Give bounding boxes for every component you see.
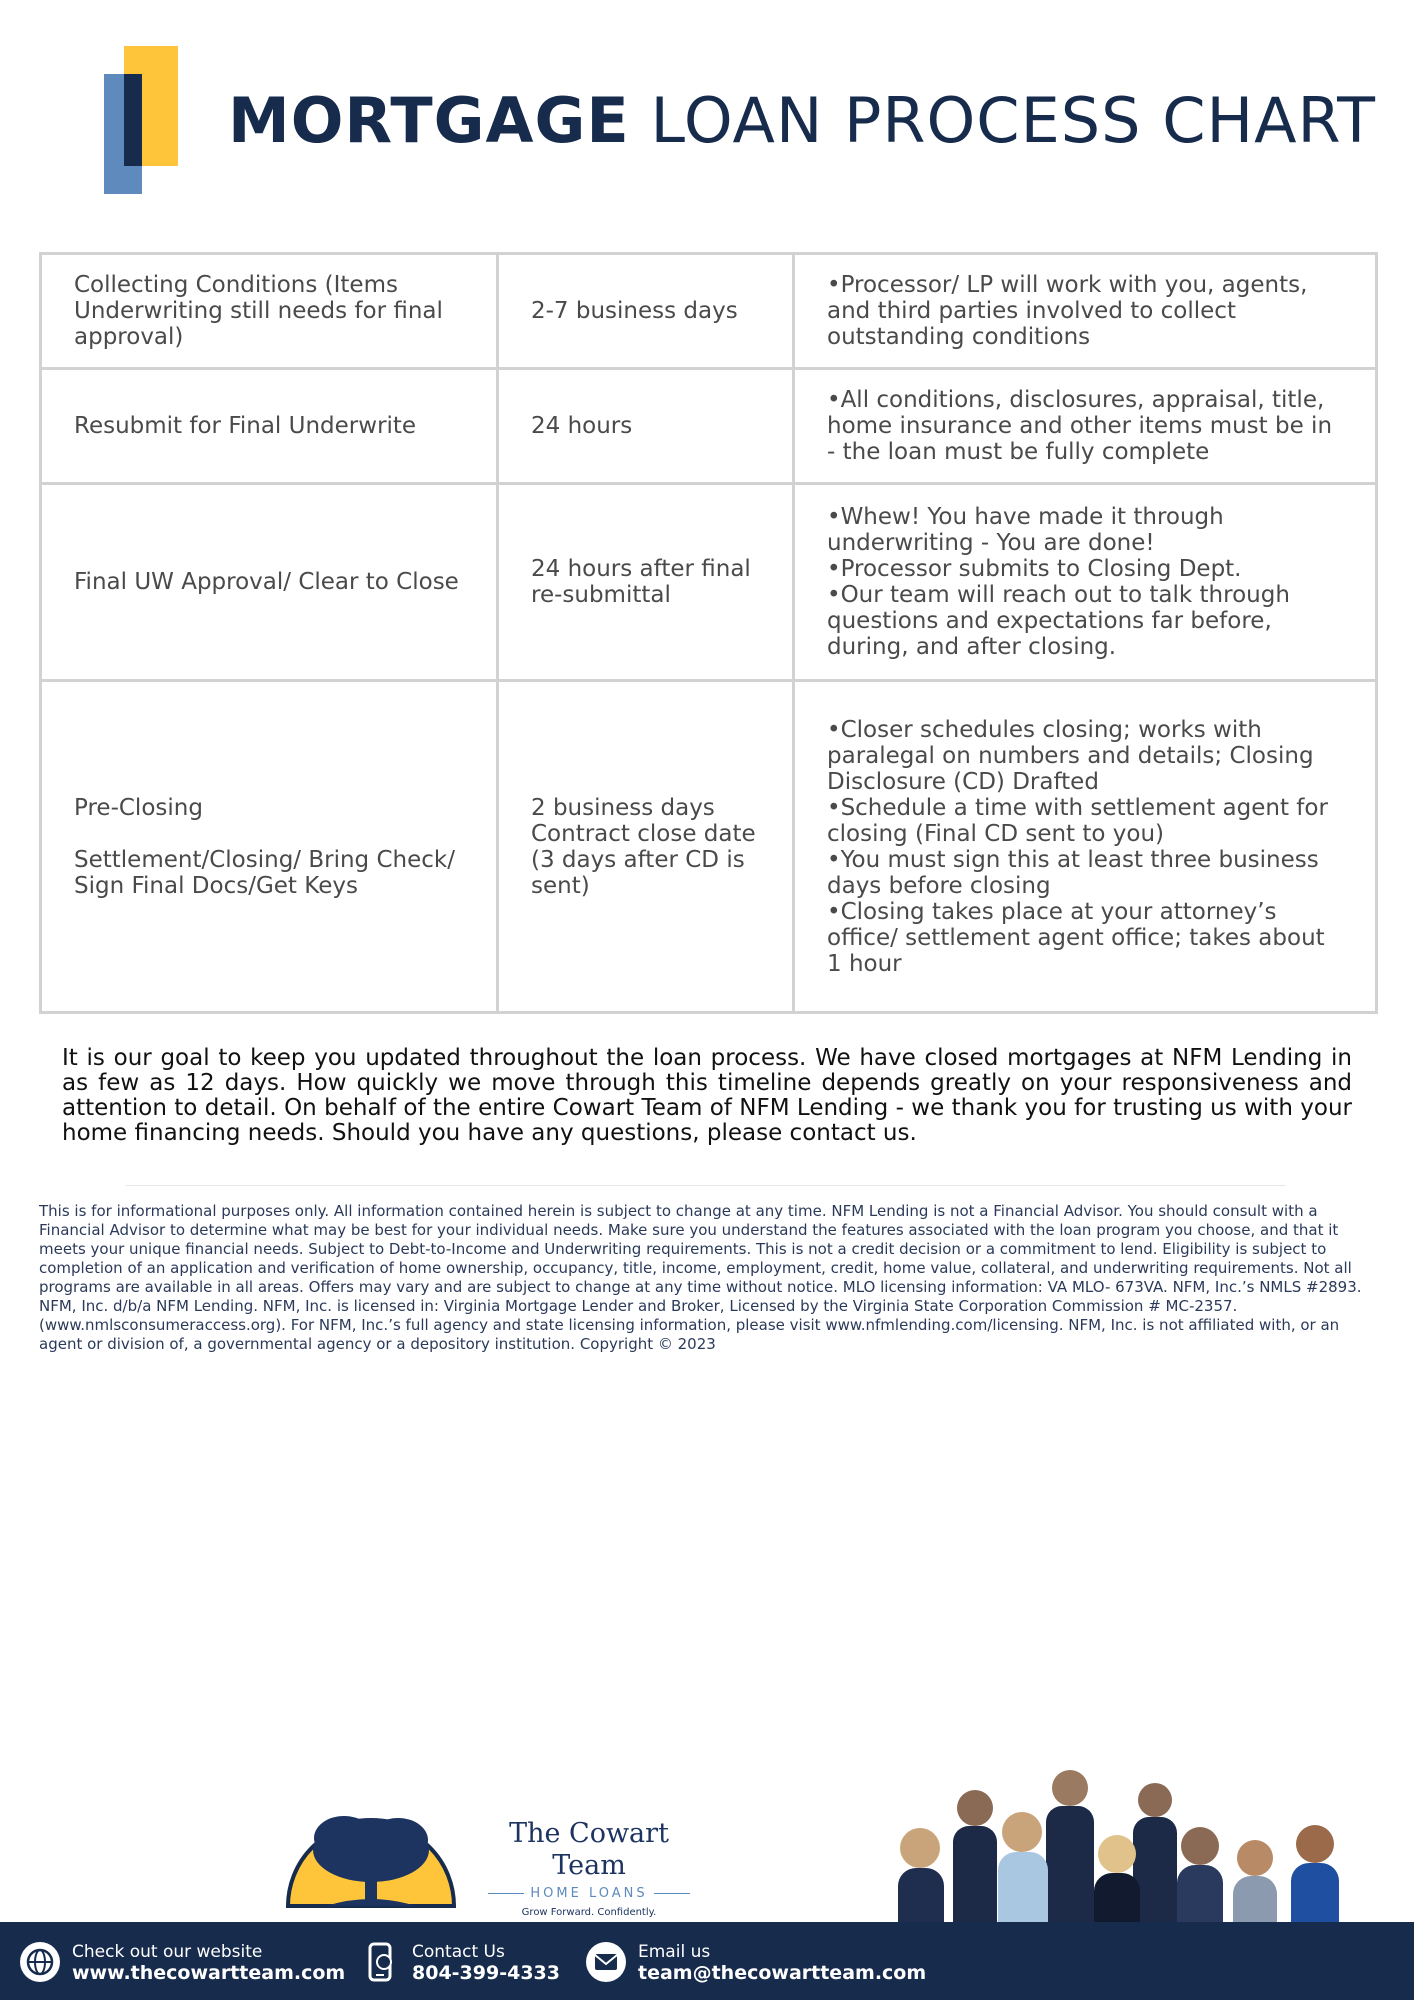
- page-title-rest: LOAN PROCESS CHART: [650, 84, 1376, 157]
- detail-bullet: •Processor/ LP will work with you, agents, and third parties involved to collect outstanding conditions: [827, 272, 1308, 350]
- page-title: [228, 78, 1376, 164]
- brand-tagline: Grow Forward. Confidently.: [521, 1907, 657, 1918]
- timeline-cell: 2-7 business days: [498, 254, 794, 369]
- logo-mark: [104, 46, 180, 194]
- phone-icon: [358, 1940, 402, 1984]
- details-cell: [794, 484, 1377, 681]
- table-row: [41, 484, 1377, 681]
- email-icon: [584, 1940, 628, 1984]
- tree-emblem-icon: [286, 1788, 456, 1914]
- timeline-cell: 2 business days Contract close date (3 days after CD is sent): [498, 681, 794, 1013]
- step-cell: [41, 681, 498, 1013]
- details-cell: [794, 369, 1377, 484]
- page-title-strong: MORTGAGE: [228, 84, 630, 157]
- details-cell: [794, 681, 1377, 1013]
- closing-paragraph: It is our goal to keep you updated throughout the loan process. We have closed mortgages at NFM Lending in as few as 12 days. How quickly we move through this timeline depends greatly on your responsiveness and attention to detail. On behalf of the entire Cowart Team of NFM Lending - we thank you for trusting us with your home financing needs. Should you have any questions, please contact us.: [62, 1045, 1352, 1146]
- table-row: [41, 369, 1377, 484]
- email-link[interactable]: team@thecowartteam.com: [638, 1962, 927, 1984]
- email-label: Email us: [638, 1942, 711, 1962]
- detail-bullet: •Closer schedules closing; works with paralegal on numbers and details; Closing Disclosure (CD) Drafted: [827, 716, 1314, 795]
- phone-link[interactable]: 804-399-4333: [412, 1962, 560, 1984]
- disclaimer: This is for informational purposes only. All information contained herein is subject to change at any time. NFM Lending is not a Financial Advisor. You should consult with a Financial Advisor to determine what may be best for your individual needs. Make sure you understand the features associated with the loan program you choose, and that it meets your unique financial needs. Subject to Debt-to-Income and Underwriting requirements. This is not a credit decision or a commitment to lend. Eligibility is subject to completion of an application and verification of home ownership, occupancy, title, income, employment, credit, home value, collateral, and underwriting requirements. Not all programs are available in all areas. Offers may vary and are subject to change at any time without notice. MLO licensing information: VA MLO- 673VA. NFM, Inc.’s NMLS #2893. NFM, Inc. d/b/a NFM Lending. NFM, Inc. is licensed in: Virginia Mortgage Lender and Broker, Licensed by the Virginia State Corporation Commission # MC-2357. (www.nmlsconsumeraccess.org). For NFM, Inc.’s full agency and state licensing information, please visit www.nfmlending.com/licensing. NFM, Inc. is not affiliated with, or an agent or division of, a governmental agency or a depository institution. Copyright © 2023: [39, 1202, 1362, 1353]
- detail-bullet: •You must sign this at least three business days before closing: [827, 846, 1319, 899]
- detail-bullet: •Processor submits to Closing Dept.: [827, 556, 1242, 582]
- timeline-cell: 24 hours: [498, 369, 794, 484]
- table-row: [41, 681, 1377, 1013]
- logo-navy-bar: [124, 74, 142, 166]
- detail-bullet: •Schedule a time with settlement agent for closing (Final CD sent to you): [827, 794, 1328, 847]
- website-link[interactable]: www.thecowartteam.com: [72, 1962, 346, 1984]
- brand-text: [472, 1818, 706, 1918]
- detail-bullet: •Whew! You have made it through underwriting - You are done!: [827, 504, 1224, 556]
- website-label: Check out our website: [72, 1942, 263, 1962]
- table-row: [41, 254, 1377, 369]
- details-cell: [794, 254, 1377, 369]
- detail-bullet: •All conditions, disclosures, appraisal, title, home insurance and other items must be in - the loan must be fully complete: [827, 387, 1333, 465]
- footer-bar: [0, 1922, 1414, 2000]
- divider: [126, 1185, 1286, 1186]
- step-line: Settlement/Closing/ Bring Check/ Sign Final Docs/Get Keys: [74, 846, 455, 899]
- detail-bullet: •Closing takes place at your attorney’s office/ settlement agent office; takes about 1 hour: [827, 898, 1325, 977]
- timeline-cell: 24 hours after final re-submittal: [498, 484, 794, 681]
- globe-icon: [18, 1940, 62, 1984]
- brand-logo: [286, 1788, 706, 1918]
- process-table: [39, 252, 1378, 1014]
- step-cell: Collecting Conditions (Items Underwriting still needs for final approval): [41, 254, 498, 369]
- step-cell: Final UW Approval/ Clear to Close: [41, 484, 498, 681]
- step-cell: Resubmit for Final Underwrite: [41, 369, 498, 484]
- step-line: Pre-Closing: [74, 794, 203, 821]
- contact-label: Contact Us: [412, 1942, 505, 1962]
- brand-sub: HOME LOANS: [472, 1886, 706, 1901]
- detail-bullet: •Our team will reach out to talk through questions and expectations far before, during, and after closing.: [827, 582, 1290, 660]
- brand-name: The Cowart Team: [509, 1818, 669, 1881]
